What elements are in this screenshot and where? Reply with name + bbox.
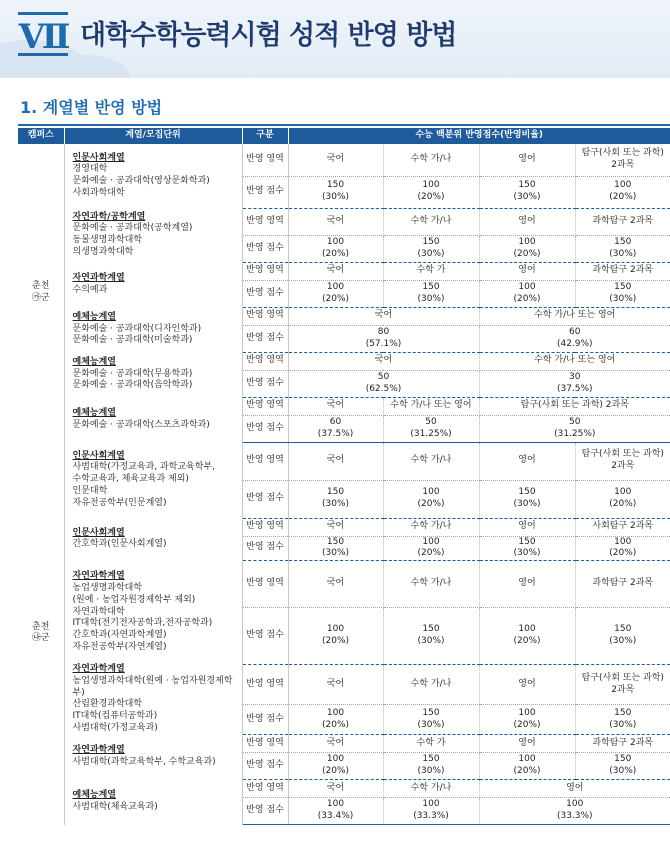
score-cell: 100 (20%) <box>479 235 575 262</box>
unit-line: 농업생명과학대학 <box>72 583 143 594</box>
category-area: 반영 영역 <box>242 664 288 704</box>
unit-line: 문화예술 · 공과대학(무용학과) <box>72 368 193 379</box>
score-cell: 30 (37.5%) <box>479 370 670 397</box>
area-cell: 국어 <box>288 518 383 536</box>
table-row <box>18 518 670 536</box>
area-cell: 국어 <box>288 208 383 235</box>
score-cell: 150 (30%) <box>288 176 383 208</box>
score-cell: 50 (31.25%) <box>383 415 479 442</box>
header-campus: 캠퍼스 <box>18 128 64 144</box>
score-cell: 150 (30%) <box>575 705 670 735</box>
unit-line: 사범대학(과학교육학부, 수학교육과) <box>72 757 216 767</box>
score-cell: 150 (30%) <box>575 280 670 307</box>
category-area: 반영 영역 <box>242 518 288 536</box>
area-cell: 영어 <box>479 518 575 536</box>
score-cell: 150 (30%) <box>575 607 670 664</box>
area-cell: 수학 가 <box>383 262 479 280</box>
area-cell: 영어 <box>479 208 575 235</box>
unit-title: 자연과학계열 <box>72 571 125 582</box>
area-cell: 영어 <box>479 664 575 704</box>
score-cell: 100 (20%) <box>288 753 383 780</box>
unit-line: IT대학(컴퓨터공학과) <box>72 711 158 722</box>
area-cell: 국어 <box>288 735 383 753</box>
category-score: 반영 점수 <box>242 480 288 518</box>
unit-line: 의생명과학대학 <box>72 246 134 257</box>
score-table <box>18 128 670 825</box>
category-score: 반영 점수 <box>242 415 288 442</box>
area-cell: 탐구(사회 또는 과학) 2과목 <box>575 442 670 480</box>
area-cell: 수학 가/나 <box>383 780 479 798</box>
area-cell: 과학탐구 2과목 <box>575 262 670 280</box>
category-score: 반영 점수 <box>242 607 288 664</box>
score-cell: 150 (30%) <box>383 705 479 735</box>
table-row <box>18 780 670 798</box>
score-cell: 150 (30%) <box>288 536 383 560</box>
category-area: 반영 영역 <box>242 262 288 280</box>
score-cell: 150 (30%) <box>575 753 670 780</box>
area-cell: 국어 <box>288 780 383 798</box>
unit-title: 자연과학계열 <box>72 664 125 675</box>
score-cell: 50 (31.25%) <box>479 415 670 442</box>
category-score: 반영 점수 <box>242 536 288 560</box>
unit-line: 사회과학대학 <box>72 187 125 198</box>
unit-title: 인문사회계열 <box>72 450 125 461</box>
score-cell: 60 (37.5%) <box>288 415 383 442</box>
area-cell: 탐구(사회 또는 과학) 2과목 <box>479 397 670 415</box>
category-area: 반영 영역 <box>242 397 288 415</box>
unit-line: 자유전공학부(자연계열) <box>72 641 167 652</box>
score-cell: 100 (20%) <box>575 480 670 518</box>
area-cell: 수학 가/나 <box>383 664 479 704</box>
category-area: 반영 영역 <box>242 144 288 176</box>
area-cell: 국어 <box>288 307 479 325</box>
table-row <box>18 352 670 370</box>
header-scores: 수능 백분위 반영점수(반영비율) <box>288 128 670 144</box>
area-cell: 사회탐구 2과목 <box>575 518 670 536</box>
header-unit: 계열/모집단위 <box>64 128 242 144</box>
area-cell: 국어 <box>288 442 383 480</box>
category-score: 반영 점수 <box>242 370 288 397</box>
category-area: 반영 영역 <box>242 208 288 235</box>
table-row <box>18 664 670 704</box>
score-cell: 100 (20%) <box>383 480 479 518</box>
category-score: 반영 점수 <box>242 280 288 307</box>
category-score: 반영 점수 <box>242 705 288 735</box>
score-cell: 150 (30%) <box>479 480 575 518</box>
unit-line: 경영대학 <box>72 164 108 175</box>
score-cell: 100 (33.4%) <box>288 798 383 825</box>
chapter-banner <box>0 0 670 78</box>
unit-line: 문화예술 · 공과대학(공학계열) <box>72 223 193 234</box>
section-rule <box>18 124 670 126</box>
unit-cell <box>64 780 242 825</box>
area-cell: 탐구(사회 또는 과학) 2과목 <box>575 664 670 704</box>
area-cell: 과학탐구 2과목 <box>575 735 670 753</box>
area-cell: 국어 <box>288 144 383 176</box>
area-cell: 수학 가/나 <box>383 208 479 235</box>
header-category: 구분 <box>242 128 288 144</box>
unit-line: 수의예과 <box>72 284 108 295</box>
score-cell: 100 (20%) <box>288 280 383 307</box>
unit-title: 예체능계열 <box>72 311 116 322</box>
category-area: 반영 영역 <box>242 560 288 607</box>
area-cell: 수학 가/나 <box>383 518 479 536</box>
table-row <box>18 307 670 325</box>
score-cell: 100 (20%) <box>383 176 479 208</box>
unit-line: 문화예술 · 공과대학(스포츠과학과) <box>72 419 210 430</box>
area-cell: 국어 <box>288 560 383 607</box>
unit-line: 자유전공학부(인문계열) <box>72 497 167 508</box>
score-cell: 100 (20%) <box>479 280 575 307</box>
unit-line: 간호학과(인문사회계열) <box>72 539 167 550</box>
unit-line: 간호학과(자연과학계열) <box>72 629 167 640</box>
unit-cell <box>64 442 242 518</box>
campus-cell: 춘천 ㉮군 <box>18 144 64 442</box>
category-score: 반영 점수 <box>242 798 288 825</box>
category-area: 반영 영역 <box>242 352 288 370</box>
score-cell: 150 (30%) <box>575 235 670 262</box>
category-area: 반영 영역 <box>242 442 288 480</box>
unit-line: 농업생명과학대학(원예 · 농업자원경제학부) <box>72 676 233 698</box>
unit-title: 예체능계열 <box>72 790 116 801</box>
unit-title: 자연과학계열 <box>72 745 125 756</box>
unit-cell <box>64 560 242 664</box>
unit-cell <box>64 144 242 208</box>
area-cell: 수학 가/나 <box>383 442 479 480</box>
area-cell: 영어 <box>479 262 575 280</box>
category-score: 반영 점수 <box>242 325 288 352</box>
score-cell: 100 (20%) <box>479 753 575 780</box>
unit-cell <box>64 735 242 780</box>
area-cell: 영어 <box>479 735 575 753</box>
area-cell: 영어 <box>479 560 575 607</box>
score-cell: 100 (20%) <box>288 235 383 262</box>
table-row <box>18 208 670 235</box>
area-cell: 수학 가/나 또는 영어 <box>479 352 670 370</box>
unit-title: 예체능계열 <box>72 356 116 367</box>
unit-line: 문화예술 · 공과대학(디자인학과) <box>72 323 202 334</box>
score-cell: 100 (20%) <box>479 705 575 735</box>
unit-cell <box>64 307 242 352</box>
area-cell: 수학 가/나 <box>383 560 479 607</box>
unit-title: 인문사회계열 <box>72 527 125 538</box>
category-score: 반영 점수 <box>242 753 288 780</box>
unit-cell <box>64 352 242 397</box>
score-cell: 100 (20%) <box>575 536 670 560</box>
unit-line: 문화예술 · 공과대학(음악학과) <box>72 380 193 391</box>
unit-line: 사범대학(가정교육과, 과학교육학부, <box>72 462 216 473</box>
unit-line: 사범대학(가정교육과) <box>72 722 158 733</box>
score-cell: 100 (33.3%) <box>383 798 479 825</box>
score-cell: 100 (20%) <box>575 176 670 208</box>
table-row <box>18 735 670 753</box>
area-cell: 과학탐구 2과목 <box>575 560 670 607</box>
area-cell: 수학 가/나 또는 영어 <box>479 307 670 325</box>
unit-line: 수학교육과, 체육교육과 제외) <box>72 474 189 485</box>
chapter-number: Ⅶ <box>18 12 68 56</box>
score-cell: 150 (30%) <box>383 607 479 664</box>
unit-line: 사범대학(체육교육과) <box>72 802 158 812</box>
unit-title: 자연과학계열 <box>72 272 125 283</box>
category-score: 반영 점수 <box>242 235 288 262</box>
score-cell: 150 (30%) <box>383 280 479 307</box>
area-cell: 수학 가/나 <box>383 144 479 176</box>
section-title: 1. 계열별 반영 방법 <box>20 98 163 117</box>
area-cell: 영어 <box>479 780 670 798</box>
area-cell: 수학 가 <box>383 735 479 753</box>
category-area: 반영 영역 <box>242 780 288 798</box>
area-cell: 국어 <box>288 397 383 415</box>
score-cell: 100 (20%) <box>383 536 479 560</box>
score-cell: 150 (30%) <box>383 753 479 780</box>
unit-line: 문화예술 · 공과대학(영상문화학과) <box>72 176 210 186</box>
unit-line: 인문대학 <box>72 485 108 496</box>
category-score: 반영 점수 <box>242 176 288 208</box>
area-cell: 국어 <box>288 664 383 704</box>
unit-cell <box>64 208 242 262</box>
score-cell: 100 (20%) <box>288 705 383 735</box>
unit-line: (원예 · 농업자원경제학부 제외) <box>72 594 196 605</box>
area-cell: 국어 <box>288 262 383 280</box>
score-cell: 100 (33.3%) <box>479 798 670 825</box>
unit-line: IT대학(전기전자공학과,전자공학과) <box>72 618 213 629</box>
area-cell: 국어 <box>288 352 479 370</box>
unit-line: 문화예술 · 공과대학(미술학과) <box>72 335 193 346</box>
area-cell: 영어 <box>479 144 575 176</box>
unit-title: 자연과학/공학계열 <box>72 211 146 222</box>
category-area: 반영 영역 <box>242 307 288 325</box>
unit-line: 동물생명과학대학 <box>72 235 143 245</box>
category-area: 반영 영역 <box>242 735 288 753</box>
score-cell: 80 (57.1%) <box>288 325 479 352</box>
score-cell: 100 (20%) <box>479 607 575 664</box>
table-row <box>18 560 670 607</box>
area-cell: 과학탐구 2과목 <box>575 208 670 235</box>
table-row <box>18 397 670 415</box>
area-cell: 수학 가/나 또는 영어 <box>383 397 479 415</box>
score-cell: 150 (30%) <box>479 536 575 560</box>
unit-cell <box>64 518 242 560</box>
area-cell: 영어 <box>479 442 575 480</box>
score-cell: 150 (30%) <box>383 235 479 262</box>
campus-cell: 춘천 ㉯군 <box>18 442 64 825</box>
unit-cell <box>64 664 242 734</box>
unit-line: 산림환경과학대학 <box>72 699 143 710</box>
score-cell: 60 (42.9%) <box>479 325 670 352</box>
unit-cell <box>64 262 242 307</box>
score-cell: 150 (30%) <box>479 176 575 208</box>
table-row <box>18 262 670 280</box>
score-cell: 50 (62.5%) <box>288 370 479 397</box>
area-cell: 탐구(사회 또는 과학) 2과목 <box>575 144 670 176</box>
score-cell: 100 (20%) <box>288 607 383 664</box>
score-cell: 150 (30%) <box>288 480 383 518</box>
unit-title: 예체능계열 <box>72 407 116 418</box>
table-header-row <box>18 128 670 144</box>
table-row <box>18 144 670 176</box>
page-title: 대학수학능력시험 성적 반영 방법 <box>80 20 457 51</box>
unit-cell <box>64 397 242 442</box>
table-row <box>18 442 670 480</box>
unit-line: 자연과학대학 <box>72 606 125 617</box>
unit-title: 인문사회계열 <box>72 152 125 163</box>
